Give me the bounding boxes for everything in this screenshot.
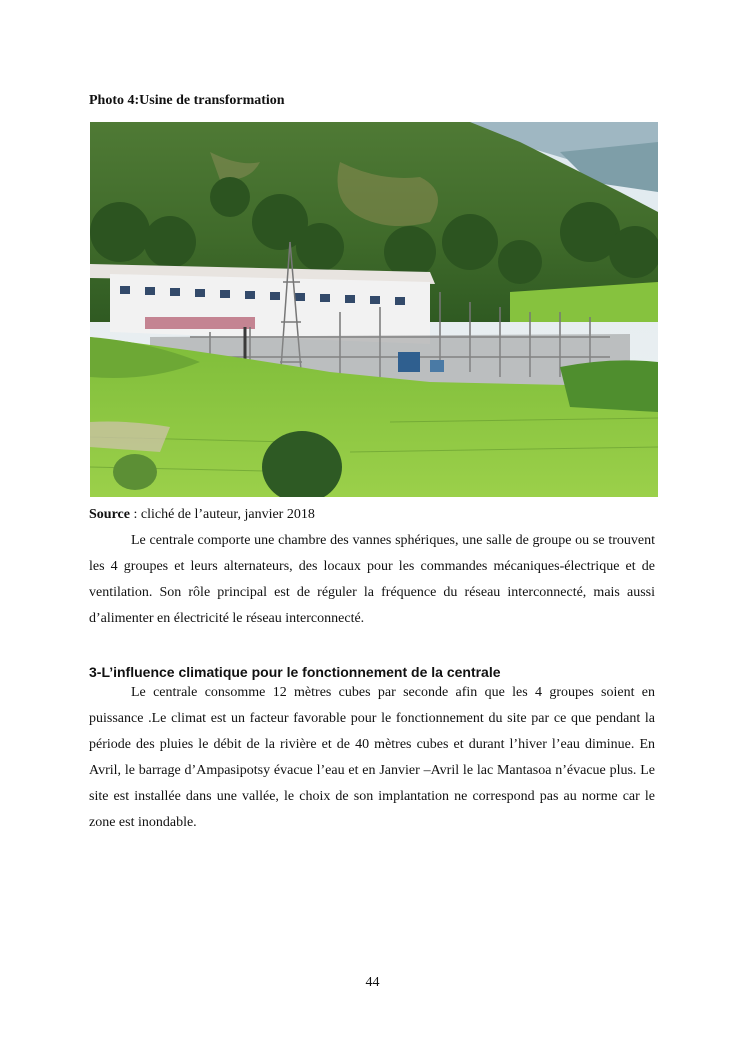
- section-heading: 3-L’influence climatique pour le fonctionnement de la centrale: [89, 664, 501, 680]
- paragraph-1: Le centrale comporte une chambre des vannes sphériques, une salle de groupe ou se trouvent les 4 groupes et leurs alternateurs, des locaux pour les commandes mécaniques-électrique et de ventilation. Son rôle principal est de réguler la fréquence du réseau interconnecté, mais aussi d’alimenter en électricité le réseau interconnecté.: [89, 533, 655, 626]
- power-station-photo: [90, 122, 658, 497]
- source-label: Source: [89, 507, 130, 522]
- source-text: : cliché de l’auteur, janvier 2018: [129, 507, 315, 522]
- page-number: 44: [365, 975, 380, 990]
- photo-caption: Photo 4:Usine de transformation: [89, 93, 285, 108]
- paragraph-2: Le centrale consomme 12 mètres cubes par seconde afin que les 4 groupes soient en puissance .Le climat est un facteur favorable pour le fonctionnement du site par ce que pendant la période des pluies le débit de la rivière et de 40 mètres cubes et durant l’hiver l’eau diminue. En Avril, le barrage d’Ampasipotsy évacue l’eau et en Janvier –Avril le lac Mantasoa n’évacue plus. Le site est installée dans une vallée, le choix de son implantation ne correspond pas au norme car le zone est inondable.: [89, 685, 655, 830]
- photo-source: [89, 507, 315, 523]
